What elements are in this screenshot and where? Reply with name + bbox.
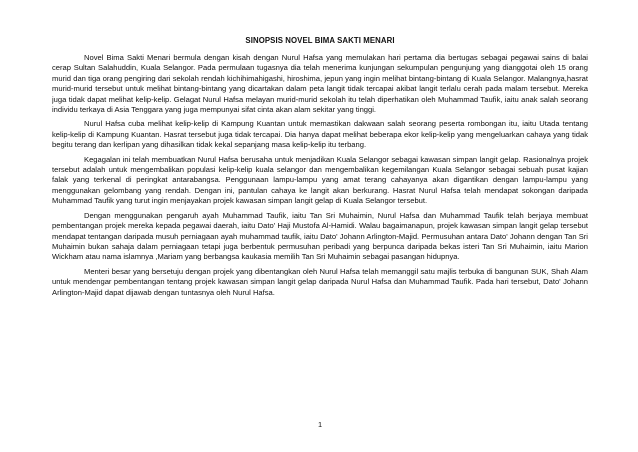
paragraph-3: Kegagalan ini telah membuatkan Nurul Hafsa berusaha untuk menjadikan Kuala Selangor sebagai kawasan simpan langit gelap. Rasionalnya projek tersebut adalah untuk mengembalikan populasi kelip-kelip kuala selangor dan mengembalikan kegemilangan Kuala Selangor sebagai sebuah pusat kajian falak yang terkenal di peringkat antarabangsa. Penggunaan lampu-lampu yang amat terang cahayanya akan digantikan dengan lampu-lampu yang menggunakan gelombang yang rendah. Dengan ini, pantulan cahaya ke langit akan berkurang. Hasrat Nurul Hafsa telah mendapat sokongan daripada Muhammad Taufik yang turut ingin menjayakan projek kawasan simpan langit gelap di Kuala Selangor tersebut. <box>52 154 588 206</box>
paragraph-2: Nurul Hafsa cuba melihat kelip-kelip di Kampung Kuantan untuk memastikan dakwaan salah seorang peserta rombongan itu, iaitu Utada tentang kelip-kelip di Kampung Kuantan. Hasrat tersebut juga tidak tercapai. Dia hanya dapat melihat beberapa ekor kelip-kelip yang mengeluarkan cahaya yang tidak begitu terang dan kerlipan yang dihasilkan tidak kekal sepanjang masa kelip-kelip itu terbang. <box>52 119 588 150</box>
page-number: 1 <box>317 420 323 429</box>
document-page <box>52 36 588 444</box>
paragraph-4: Dengan menggunakan pengaruh ayah Muhammad Taufik, iaitu Tan Sri Muhaimin, Nurul Hafsa dan Muhammad Taufik telah berjaya membuat pembentangan projek mereka kepada pegawai daerah, iaitu Dato' Haji Mustofa Al-Hamidi. Walau bagaimanapun, projek kawasan simpan langit gelap tersebut mendapat tentangan daripada musuh perniagaan ayah muhammad taufik, iaitu Dato' Johann Arlington-Majid. Permusuhan antara Dato' Johann dengan Tan Sri Muhaimin bukan sahaja dalam perniagaan tetapi juga berbentuk permusuhan peribadi yang berpunca daripada bekas isteri Tan Sri Muhaimin, iaitu Marion Wickham atau nama islamnya ,Mariam yang berbangsa kaukasia memilih Tan Sri Muhaimin sebagai pasangan hidupnya. <box>52 210 588 262</box>
document-title: SINOPSIS NOVEL BIMA SAKTI MENARI <box>245 36 395 45</box>
paragraph-5: Menteri besar yang bersetuju dengan projek yang dibentangkan oleh Nurul Hafsa telah memanggil satu majlis terbuka di bangunan SUK, Shah Alam untuk mendengar pembentangan tentang projek kawasan simpan langit gelap daripada Nurul Hafsa dan Muhammad Taufik. Pada hari tersebut, Dato' Johann Arlington-Majid dapat dijawab dengan tuntasnya oleh Nurul Hafsa. <box>52 266 588 297</box>
paragraph-1: Novel Bima Sakti Menari bermula dengan kisah dengan Nurul Hafsa yang memulakan hari pertama dia bertugas sebagai pegawai sains di balai cerap Sultan Salahuddin, Kuala Selangor. Pada permulaan tugasnya dia telah menerima kunjungan sekumpulan pengunjung yang dianggotai oleh 15 orang murid dan tiga orang pengiring dari sekolah rendah kichihimahigashi, hiroshima, jepun yang ingin melihat bintang-bintang di Kuala Selangor. Malangnya,hasrat murid-murid tersebut untuk melihat bintang-bintang yang dicartakan dalam peta langit tidak tercapai akibat langit terlalu cerah pada malam tersebut. Mereka juga tidak dapat melihat kelip-kelip. Gelagat Nurul Hafsa melayan murid-murid sekolah itu telah diperhatikan oleh Muhammad Taufik, iaitu anak salah seorang individu terkaya di Asia Tenggara yang juga mempunyai sifat cinta akan alam sekitar yang tinggi. <box>52 53 588 115</box>
